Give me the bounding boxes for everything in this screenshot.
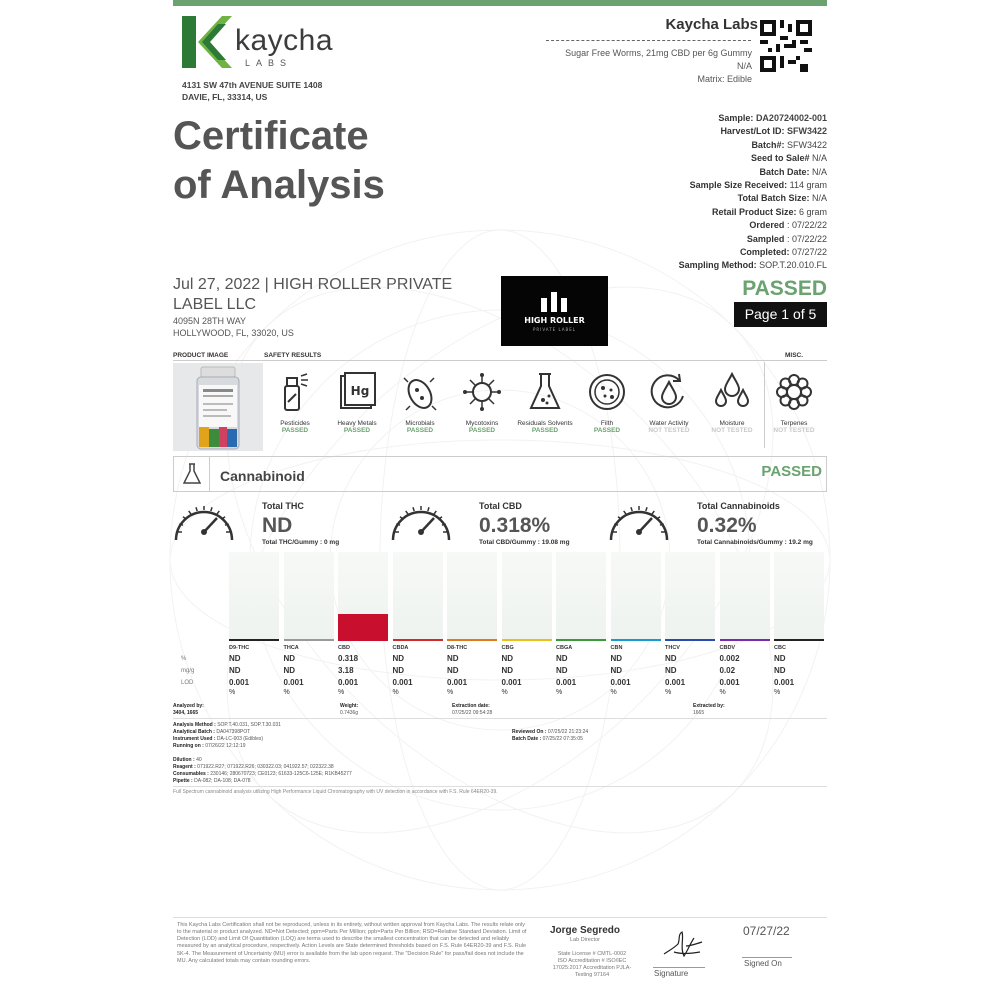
- flask-box: [174, 457, 210, 491]
- cannabinoid-unit: %: [556, 689, 563, 696]
- gauge-subtext: Total THC/Gummy : 0 mg: [262, 539, 340, 546]
- sample-info-label: Total Batch Size:: [737, 193, 810, 204]
- table-row-label: mg/g: [181, 668, 195, 674]
- page-title-line2: of Analysis: [173, 163, 385, 207]
- sample-info-label: Sampling Method:: [678, 260, 757, 271]
- flask-icon: [525, 372, 565, 414]
- cannabinoid-mgg: ND: [283, 666, 296, 675]
- top-accent-bar: [173, 0, 827, 6]
- cannabinoid-pct: ND: [610, 654, 623, 663]
- method-note: Full Spectrum cannabinoid analysis utilizing High Performance Liquid Chromatography with UV detection in accordance with F.S. Rule 64ER20-39.: [173, 789, 498, 795]
- cannabinoid-name: CBD: [338, 645, 350, 651]
- safety-item-name: Mycotoxins: [465, 420, 499, 427]
- sample-info-value: : 07/22/22: [786, 220, 827, 231]
- batch-date: Batch Date : 07/25/22 07:35:05: [512, 736, 583, 742]
- analysis-method: Analysis Method : SOP.T.40.031, SOP.T.30.031: [173, 722, 281, 728]
- cannabinoid-mgg: ND: [774, 666, 786, 675]
- cannabinoid-bar-cbdv: [720, 552, 770, 640]
- client-logo: [501, 276, 608, 346]
- signature-image: [660, 926, 704, 966]
- petri-dish-icon: [587, 372, 627, 414]
- cannabinoid-color-line: [665, 639, 715, 641]
- cannabinoid-lod: 0.001: [719, 678, 740, 687]
- safety-item-name: Water Activity: [649, 420, 689, 427]
- signer-name: Jorge Segredo: [550, 925, 621, 936]
- cannabinoid-mgg: ND: [556, 666, 568, 675]
- sample-info-value: 114 gram: [789, 180, 827, 190]
- client-line1: Jul 27, 2022 | HIGH ROLLER PRIVATE: [173, 276, 453, 293]
- safety-item-status: NOT TESTED: [773, 427, 815, 434]
- product-image-label: PRODUCT IMAGE: [173, 352, 229, 359]
- cannabinoid-title: Cannabinoid: [220, 468, 305, 484]
- sample-info-value: SFW3422: [786, 126, 827, 137]
- footer-disclaimer: This Kaycha Labs Certification shall not be reproduced, unless in its entirety, without written approval from Kaycha Labs. The results relate only to the material or product analyzed. ND=Not Detected; ppm=Parts Per Million; ppb=Parts Per Billion; RSD=Relative Standard Deviation. Limit of Detection (LOD) and Limit Of Quantitation (LOQ) are terms used to describe the smallest concentration that can be detected and reliably measured by an analytical procedure, respectively. Action Levels are State determined thresholds based on F.S. Rule 64ER20-39 and F.S. Rule 5K-4. The Measurement of Uncertainty (MU) error is available from the lab upon request. The "Decision Rule" for pass/fail does not include the MU. Any calculated totals may contain rounding errors.: [177, 922, 527, 964]
- sample-info-value: 6 gram: [798, 206, 827, 217]
- safety-item-heavy-metals: [326, 372, 388, 434]
- cannabinoid-unit: %: [283, 689, 290, 696]
- license-line3: 17025:2017 Accreditation PJLA-: [552, 965, 632, 972]
- sample-info-label: Batch#:: [751, 139, 785, 150]
- cannabinoid-pct: ND: [229, 654, 241, 663]
- cannabinoid-lod: 0.001: [283, 678, 304, 687]
- safety-item-status: PASSED: [343, 427, 371, 434]
- cannabinoid-name: THCV: [665, 645, 680, 651]
- dilution: Dilution : 40: [173, 757, 202, 763]
- cannabinoid-color-line: [774, 639, 824, 641]
- gauge-icon: [390, 500, 452, 544]
- weight-label: Weight:: [340, 703, 359, 709]
- footer-divider: [173, 917, 827, 918]
- lab-name: Kaycha Labs: [665, 16, 758, 33]
- sample-info-label: Harvest/Lot ID:: [720, 126, 785, 137]
- cannabinoid-unit: %: [338, 689, 345, 696]
- sample-info-value: SOP.T.20.010.FL: [759, 260, 827, 271]
- brand-name: kaycha: [235, 24, 334, 57]
- cannabinoid-unit: %: [774, 689, 781, 696]
- gauge-label: Total THC: [262, 501, 304, 511]
- cannabinoid-mgg: ND: [447, 666, 459, 675]
- cannabinoid-lod: 0.001: [338, 678, 359, 687]
- signed-on-line: [742, 957, 792, 958]
- flower-icon: [774, 372, 814, 414]
- cannabinoid-bar-d9-thc: [229, 552, 279, 640]
- overall-status-badge: PASSED: [742, 277, 827, 300]
- cannabinoid-color-line: [229, 639, 279, 641]
- product-na: N/A: [736, 61, 752, 71]
- cannabinoid-pct: 0.318: [338, 654, 359, 663]
- cannabinoid-lod: 0.001: [556, 678, 577, 687]
- safety-item-filth: [576, 372, 638, 434]
- reagent: Reagent : 071922.R27; 071922.R26; 030322.03; 041922.57; 022322.38: [173, 764, 334, 770]
- page-indicator: Page 1 of 5: [734, 302, 827, 327]
- analyzed-by-label: Analyzed by:: [173, 703, 204, 709]
- sample-info-row: [690, 180, 827, 190]
- instrument-used: Instrument Used : DA-LC-003 (Edibles): [173, 736, 264, 742]
- lab-address-line2: DAVIE, FL, 33314, US: [182, 92, 268, 102]
- spray-bottle-icon: [275, 372, 315, 414]
- cannabinoid-color-line: [284, 639, 334, 641]
- sample-info-row: [740, 247, 827, 257]
- cannabinoid-unit: %: [447, 689, 454, 696]
- cannabinoid-mgg: ND: [610, 666, 623, 675]
- cannabinoid-mgg: 0.02: [719, 666, 736, 675]
- analyzed-by-value: 3404, 1665: [173, 710, 199, 716]
- gauge-icon: [173, 500, 235, 544]
- client-logo-icon: [539, 290, 569, 312]
- cannabinoid-name: CBC: [774, 645, 786, 651]
- cannabinoid-lod: 0.001: [774, 678, 795, 687]
- sample-info-row: [720, 126, 827, 136]
- cannabinoid-pct: ND: [665, 654, 677, 663]
- sample-info-row: [747, 234, 827, 244]
- cannabinoid-lod: 0.001: [392, 678, 413, 687]
- method-divider: [173, 786, 827, 787]
- client-address2: HOLLYWOOD, FL, 33020, US: [173, 328, 294, 338]
- safety-item-status: NOT TESTED: [648, 427, 690, 434]
- sample-info-label: Completed:: [739, 247, 790, 257]
- sample-info-label: Ordered: [749, 220, 785, 231]
- license-block: [542, 951, 642, 980]
- cannabinoid-bar-d8-thc: [447, 552, 497, 640]
- microbe-icon: [400, 372, 440, 414]
- cannabinoid-lod: 0.001: [229, 678, 250, 687]
- cannabinoid-bar-fill: [338, 614, 388, 640]
- cannabinoid-mgg: ND: [229, 666, 241, 675]
- safety-item-water-activity: [638, 372, 700, 434]
- sample-info-row: [712, 207, 827, 217]
- cannabinoid-color-line: [720, 639, 770, 641]
- cannabinoid-bar-thcv: [665, 552, 715, 640]
- gauge-value: ND: [262, 514, 293, 537]
- cannabinoid-bar-cbg: [502, 552, 552, 640]
- cannabinoid-mgg: ND: [501, 666, 514, 675]
- sample-info-row: [759, 167, 827, 177]
- license-line4: Testing 97164: [574, 972, 610, 979]
- license-line1: State License # CMTL-0002: [557, 951, 627, 957]
- safety-item-name: Residuals Solvents: [517, 420, 573, 427]
- license-line2: ISO Accreditation # ISO/IEC: [557, 958, 627, 965]
- cannabinoid-lod: 0.001: [501, 678, 522, 687]
- cannabinoid-unit: %: [501, 689, 508, 696]
- sample-info-row: [738, 193, 827, 203]
- sample-info-label: Sampled: [746, 233, 785, 244]
- product-image: [173, 363, 263, 451]
- sample-info-value: : 07/22/22: [786, 233, 827, 244]
- gauge-value: 0.318%: [479, 514, 551, 537]
- sample-info-value: N/A: [811, 193, 827, 204]
- sample-info-value: N/A: [811, 166, 827, 177]
- gauge-subtext: Total CBD/Gummy : 19.08 mg: [479, 539, 570, 546]
- gauge-subtext: Total Cannabinoids/Gummy : 19.2 mg: [697, 539, 813, 546]
- page-title-line1: Certificate: [173, 114, 369, 158]
- safety-item-name: Microbials: [405, 420, 435, 427]
- cannabinoid-pct: 0.002: [719, 654, 740, 663]
- signature-line: [653, 967, 705, 968]
- client-logo-subtext: PRIVATE LABEL: [532, 327, 577, 332]
- cannabinoid-color-line: [611, 639, 661, 641]
- safety-item-status: PASSED: [468, 427, 496, 434]
- pipette: Pipette : DA-082; DA-108; DA-078: [173, 778, 251, 784]
- water-drop-icon: [649, 372, 689, 414]
- cannabinoid-unit: %: [229, 689, 236, 696]
- sample-info-label: Sample:: [718, 113, 754, 123]
- cannabinoid-status: PASSED: [761, 463, 822, 480]
- misc-label: MISC.: [785, 352, 804, 359]
- sample-info-row: [679, 260, 827, 270]
- safety-item-moisture: [701, 372, 763, 434]
- extraction-date-label: Extraction date:: [452, 703, 490, 709]
- safety-item-residuals-solvents: [514, 372, 576, 434]
- cannabinoid-name: CBDA: [392, 645, 409, 651]
- sample-info-row: [751, 140, 827, 150]
- sample-info-value: 07/27/22: [791, 247, 827, 257]
- gauge-icon: [608, 500, 670, 544]
- cannabinoid-bar-cbda: [393, 552, 443, 640]
- kaycha-logo-icon: [182, 16, 232, 68]
- sample-info-row: [718, 113, 827, 123]
- client-logo-text: HIGH ROLLER: [524, 316, 585, 325]
- cannabinoid-unit: %: [610, 689, 617, 696]
- cannabinoid-mgg: ND: [665, 666, 677, 675]
- cannabinoid-color-line: [393, 639, 443, 641]
- cannabinoid-unit: %: [392, 689, 399, 696]
- cannabinoid-pct: ND: [501, 654, 514, 663]
- signature-label: Signature: [654, 969, 689, 978]
- cannabinoid-color-line: [502, 639, 552, 641]
- running-on: Running on : 07/26/22 12:12:19: [173, 743, 246, 749]
- cannabinoid-pct: ND: [556, 654, 568, 663]
- mercury-icon: [337, 372, 377, 414]
- sample-info-value: DA20724002-001: [755, 113, 827, 123]
- signer-title: Lab Director: [570, 937, 600, 943]
- safety-item-status: PASSED: [406, 427, 434, 434]
- safety-item-status: NOT TESTED: [711, 427, 753, 434]
- matrix-label: Matrix: Edible: [697, 74, 752, 84]
- cannabinoid-mgg: ND: [392, 666, 405, 675]
- cannabinoid-bar-thca: [284, 552, 334, 640]
- gauge-label: Total CBD: [479, 501, 522, 511]
- qr-code-icon[interactable]: [760, 20, 812, 72]
- sample-info-value: N/A: [811, 153, 827, 164]
- section-divider: [173, 360, 827, 361]
- weight-value: 0.7436g: [340, 710, 359, 716]
- cannabinoid-name: D8-THC: [447, 645, 468, 651]
- consumables: Consumables : 230146; 280670723; CE0123; 61633-125C6-125E; R1KB45277: [173, 771, 352, 777]
- flask-icon: [183, 463, 201, 485]
- cannabinoid-name: CBG: [501, 645, 514, 651]
- metadata-divider: [173, 718, 827, 719]
- safety-item-terpenes: [763, 372, 825, 434]
- safety-results-label: SAFETY RESULTS: [264, 352, 322, 359]
- cannabinoid-bar-cbga: [556, 552, 606, 640]
- table-row-label: %: [181, 656, 187, 662]
- cannabinoid-color-line: [556, 639, 606, 641]
- extraction-date-value: 07/25/22 09:54:28: [452, 710, 493, 716]
- safety-item-pesticides: [264, 372, 326, 434]
- safety-item-name: Heavy Metals: [337, 420, 377, 427]
- safety-item-name: Pesticides: [280, 420, 310, 427]
- cannabinoid-lod: 0.001: [665, 678, 686, 687]
- lab-address-line1: 4131 SW 47th AVENUE SUITE 1408: [182, 80, 323, 90]
- sample-info-value: SFW3422: [786, 139, 827, 150]
- sample-info-label: Retail Product Size:: [711, 206, 797, 217]
- cannabinoid-unit: %: [719, 689, 726, 696]
- cannabinoid-color-line: [338, 639, 388, 641]
- sample-info-row: [751, 153, 827, 163]
- extracted-by-label: Extracted by:: [693, 703, 725, 709]
- sample-info-row: [749, 220, 827, 230]
- safety-item-microbials: [389, 372, 451, 434]
- cannabinoid-name: CBN: [610, 645, 623, 651]
- cannabinoid-pct: ND: [283, 654, 296, 663]
- cannabinoid-bar-cbd: [338, 552, 388, 640]
- safety-item-name: Terpenes: [780, 420, 808, 427]
- cannabinoid-bar-cbc: [774, 552, 824, 640]
- gauge-label: Total Cannabinoids: [697, 501, 780, 511]
- cannabinoid-name: D9-THC: [229, 645, 250, 651]
- safety-item-mycotoxins: [451, 372, 513, 434]
- cannabinoid-lod: 0.001: [447, 678, 468, 687]
- cannabinoid-pct: ND: [447, 654, 459, 663]
- cannabinoid-pct: ND: [392, 654, 405, 663]
- product-name: Sugar Free Worms, 21mg CBD per 6g Gummy: [565, 48, 752, 58]
- sample-info-label: Seed to Sale#: [750, 153, 810, 164]
- client-address1: 4095N 28TH WAY: [173, 316, 247, 326]
- client-line2: LABEL LLC: [173, 296, 257, 313]
- reviewed-on: Reviewed On : 07/25/22 21:23:24: [512, 729, 589, 735]
- safety-item-status: PASSED: [281, 427, 309, 434]
- signed-on-label: Signed On: [744, 959, 782, 968]
- safety-item-name: Filth: [600, 420, 614, 427]
- droplets-icon: [712, 372, 752, 414]
- gauge-value: 0.32%: [697, 514, 757, 537]
- cannabinoid-name: THCA: [283, 645, 299, 651]
- cannabinoid-bar-cbn: [611, 552, 661, 640]
- header-divider: [546, 40, 751, 41]
- cannabinoid-mgg: 3.18: [338, 666, 354, 675]
- cannabinoid-lod: 0.001: [610, 678, 631, 687]
- svg-text:Hg: Hg: [350, 384, 370, 398]
- cannabinoid-pct: ND: [774, 654, 786, 663]
- analytical-batch: Analytical Batch : DA047398POT: [173, 729, 251, 735]
- virus-icon: [462, 372, 502, 414]
- safety-item-status: PASSED: [593, 427, 621, 434]
- cannabinoid-name: CBDV: [719, 645, 736, 651]
- sample-info-label: Sample Size Received:: [689, 180, 788, 190]
- cannabinoid-name: CBGA: [556, 645, 573, 651]
- brand-subtitle: LABS: [245, 58, 293, 68]
- signed-date: 07/27/22: [743, 924, 790, 938]
- cannabinoid-unit: %: [665, 689, 672, 696]
- cannabinoid-section-bar: [173, 456, 827, 492]
- safety-item-name: Moisture: [719, 420, 745, 427]
- extracted-by-value: 1665: [693, 710, 705, 716]
- sample-info-label: Batch Date:: [759, 166, 810, 177]
- cannabinoid-color-line: [447, 639, 497, 641]
- table-row-label: LOD: [181, 680, 194, 686]
- safety-item-status: PASSED: [531, 427, 559, 434]
